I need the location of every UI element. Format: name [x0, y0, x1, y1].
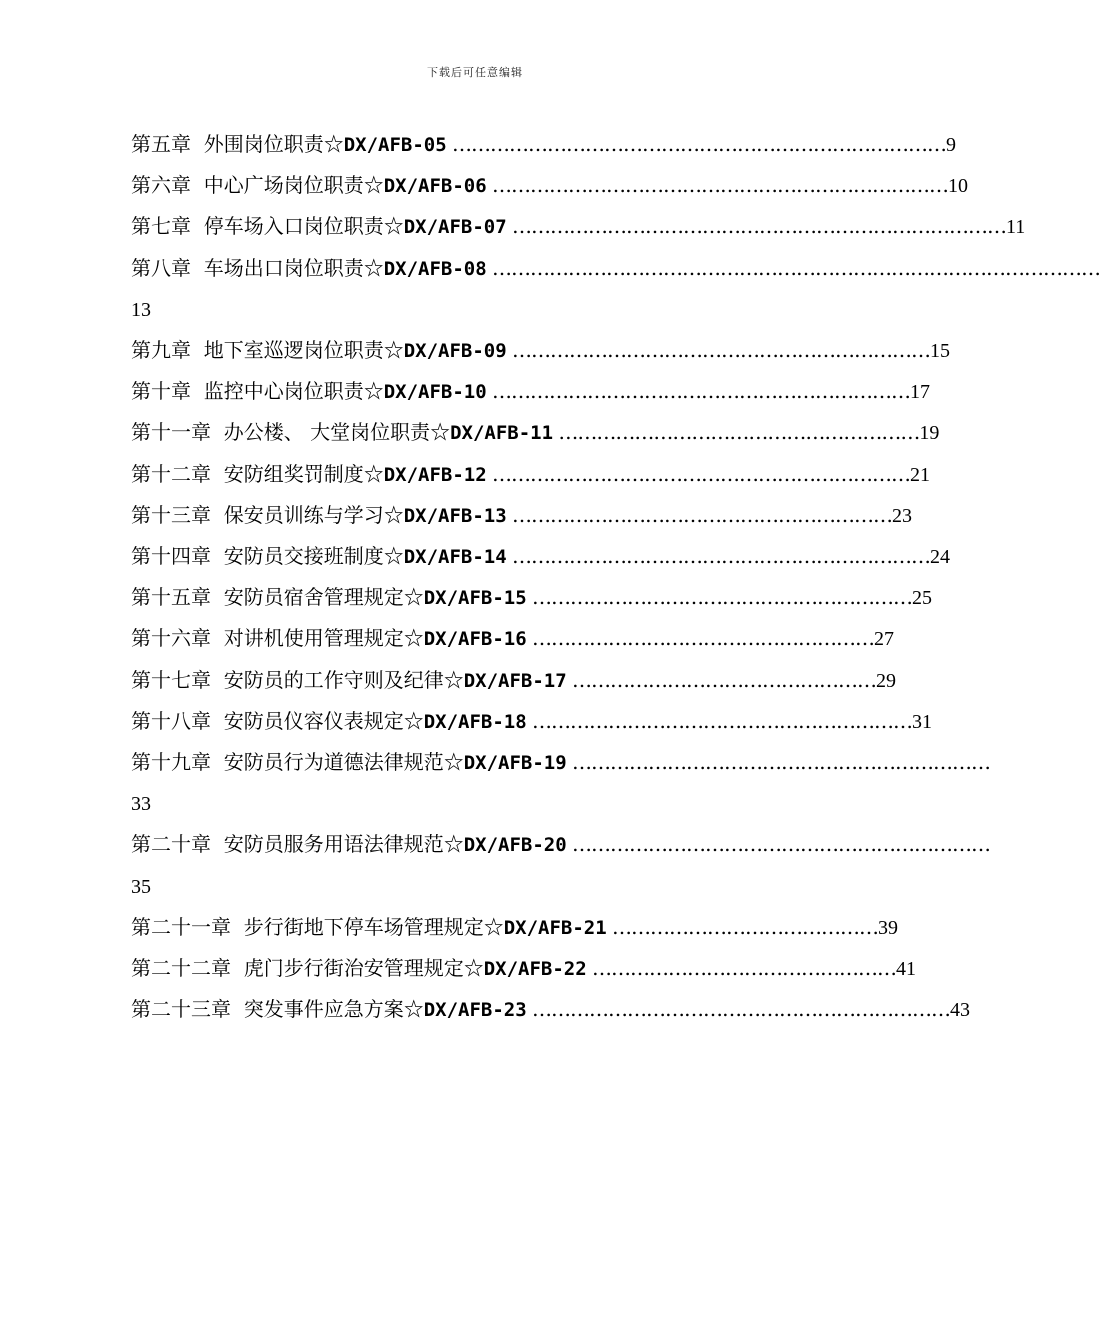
toc-doc-code: DX/AFB-08: [383, 257, 487, 280]
star-marker: ☆: [443, 832, 464, 857]
star-marker: ☆: [363, 379, 384, 404]
toc-doc-code: DX/AFB-09: [403, 340, 507, 363]
toc-entry[interactable]: [131, 412, 940, 453]
toc-page-number: 39: [878, 916, 899, 939]
toc-chapter-title: 步行街地下停车场管理规定: [243, 914, 484, 939]
toc-chapter-number: 第十四章: [131, 544, 211, 569]
toc-entry[interactable]: [131, 701, 933, 742]
toc-entry[interactable]: [131, 454, 931, 495]
toc-chapter-number: 第十三章: [131, 502, 211, 527]
toc-entry[interactable]: [131, 248, 1100, 289]
toc-chapter-number: 第七章: [131, 214, 191, 239]
toc-chapter-title: 车场出口岗位职责: [203, 255, 364, 280]
toc-entry-continuation: [131, 783, 821, 824]
toc-leader-dots: …………………………………………………………: [526, 997, 951, 1022]
toc-page-number: 35: [131, 875, 151, 898]
toc-leader-dots: ……………………………………………………………………: [506, 214, 1007, 239]
toc-chapter-number: 第八章: [131, 255, 191, 280]
toc-chapter-title: 对讲机使用管理规定: [223, 626, 404, 651]
toc-doc-code: DX/AFB-05: [343, 134, 447, 156]
toc-entry[interactable]: [131, 371, 931, 412]
toc-doc-code: DX/AFB-06: [383, 175, 487, 198]
toc-leader-dots: …………………………………………………………: [506, 544, 931, 569]
table-of-contents: [131, 124, 1100, 1030]
toc-entry[interactable]: [131, 536, 951, 577]
toc-page-number: 43: [950, 999, 971, 1022]
toc-page-number: 13: [131, 298, 151, 321]
toc-page-number: 33: [131, 793, 151, 816]
toc-entry[interactable]: [131, 824, 991, 865]
toc-doc-code: DX/AFB-13: [403, 504, 507, 527]
toc-entry[interactable]: [131, 206, 1026, 247]
toc-chapter-title: 安防员仪容仪表规定: [223, 708, 404, 733]
toc-leader-dots: …………………………………………………: [553, 420, 920, 445]
toc-entry[interactable]: [131, 577, 933, 618]
toc-page-number: 9: [946, 134, 957, 156]
toc-doc-code: DX/AFB-22: [483, 958, 587, 981]
star-marker: ☆: [483, 914, 504, 939]
toc-page-number: 24: [930, 546, 951, 569]
toc-leader-dots: ……………………………………: [606, 914, 879, 939]
toc-page-number: 41: [896, 958, 917, 981]
toc-chapter-number: 第十七章: [131, 667, 211, 692]
toc-leader-dots: ……………………………………………………………………………………: [486, 255, 1100, 280]
toc-chapter-title: 停车场入口岗位职责: [203, 214, 384, 239]
star-marker: ☆: [403, 626, 424, 651]
toc-page-number: 23: [892, 504, 913, 527]
toc-entry[interactable]: [131, 989, 971, 1030]
toc-chapter-title: 安防员服务用语法律规范: [223, 832, 444, 857]
toc-doc-code: DX/AFB-11: [450, 422, 554, 445]
toc-leader-dots: …………………………………………………………: [566, 750, 991, 775]
toc-chapter-number: 第十二章: [131, 461, 211, 486]
toc-page-number: 27: [874, 628, 895, 651]
toc-leader-dots: ………………………………………………: [526, 626, 875, 651]
toc-chapter-title: 安防组奖罚制度: [223, 461, 364, 486]
toc-chapter-title: 突发事件应急方案: [243, 997, 404, 1022]
star-marker: ☆: [463, 956, 484, 981]
toc-leader-dots: …………………………………………………………: [566, 832, 991, 857]
toc-chapter-title: 虎门步行街治安管理规定: [243, 956, 464, 981]
toc-doc-code: DX/AFB-21: [503, 916, 607, 939]
toc-chapter-title: 安防员的工作守则及纪律: [223, 667, 444, 692]
toc-page-number: 17: [910, 381, 931, 404]
toc-entry[interactable]: [131, 124, 957, 165]
star-marker: ☆: [383, 544, 404, 569]
toc-chapter-title: 安防员宿舍管理规定: [223, 585, 404, 610]
toc-doc-code: DX/AFB-16: [423, 628, 527, 651]
star-marker: ☆: [403, 585, 424, 610]
toc-doc-code: DX/AFB-19: [463, 752, 567, 775]
toc-page-number: 11: [1006, 216, 1026, 239]
toc-chapter-number: 第五章: [131, 132, 191, 156]
toc-chapter-number: 第十九章: [131, 750, 211, 775]
toc-leader-dots: ……………………………………………………………………: [446, 132, 947, 156]
star-marker: ☆: [383, 338, 404, 363]
star-marker: ☆: [323, 132, 344, 156]
toc-page-number: 31: [912, 710, 933, 733]
toc-leader-dots: ……………………………………………………: [506, 502, 893, 527]
toc-doc-code: DX/AFB-17: [463, 669, 567, 692]
toc-doc-code: DX/AFB-23: [423, 999, 527, 1022]
header-note: 下载后可任意编辑: [427, 66, 523, 79]
toc-leader-dots: …………………………………………………………: [486, 461, 911, 486]
star-marker: ☆: [430, 420, 451, 445]
toc-chapter-title: 外围岗位职责: [203, 132, 324, 156]
toc-chapter-number: 第二十二章: [131, 956, 231, 981]
toc-chapter-title: 保安员训练与学习: [223, 502, 384, 527]
toc-doc-code: DX/AFB-18: [423, 710, 527, 733]
toc-leader-dots: …………………………………………………………: [506, 338, 931, 363]
toc-leader-dots: ……………………………………………………: [526, 708, 913, 733]
toc-page-number: 15: [930, 340, 951, 363]
toc-chapter-title: 安防员交接班制度: [223, 544, 384, 569]
toc-chapter-number: 第十五章: [131, 585, 211, 610]
toc-leader-dots: ………………………………………………………………: [486, 173, 949, 198]
toc-page-number: 21: [910, 463, 931, 486]
toc-chapter-number: 第二十三章: [131, 997, 231, 1022]
toc-entry[interactable]: [131, 907, 899, 948]
toc-leader-dots: …………………………………………: [586, 956, 897, 981]
toc-chapter-number: 第十六章: [131, 626, 211, 651]
toc-chapter-title: 监控中心岗位职责: [203, 379, 364, 404]
toc-leader-dots: …………………………………………………………: [486, 379, 911, 404]
star-marker: ☆: [403, 708, 424, 733]
star-marker: ☆: [443, 750, 464, 775]
toc-doc-code: DX/AFB-14: [403, 546, 507, 569]
star-marker: ☆: [363, 255, 384, 280]
toc-entry[interactable]: [131, 618, 895, 659]
toc-entry-continuation: [131, 866, 821, 907]
toc-chapter-title: 办公楼、 大堂岗位职责: [223, 420, 431, 445]
star-marker: ☆: [383, 502, 404, 527]
toc-page-number: 19: [919, 422, 940, 445]
toc-page-number: 29: [876, 669, 897, 692]
toc-chapter-title: 地下室巡逻岗位职责: [203, 338, 384, 363]
star-marker: ☆: [363, 173, 384, 198]
star-marker: ☆: [363, 461, 384, 486]
star-marker: ☆: [443, 667, 464, 692]
toc-chapter-title: 中心广场岗位职责: [203, 173, 364, 198]
toc-leader-dots: ……………………………………………………: [526, 585, 913, 610]
toc-chapter-number: 第九章: [131, 338, 191, 363]
toc-chapter-title: 安防员行为道德法律规范: [223, 750, 444, 775]
toc-doc-code: DX/AFB-07: [403, 216, 507, 239]
toc-page-number: 25: [912, 587, 933, 610]
toc-doc-code: DX/AFB-15: [423, 587, 527, 610]
toc-chapter-number: 第二十章: [131, 832, 211, 857]
toc-chapter-number: 第二十一章: [131, 914, 231, 939]
toc-entry[interactable]: [131, 165, 969, 206]
toc-chapter-number: 第十八章: [131, 708, 211, 733]
toc-chapter-number: 第十章: [131, 379, 191, 404]
toc-entry[interactable]: [131, 742, 991, 783]
toc-entry[interactable]: [131, 948, 917, 989]
toc-doc-code: DX/AFB-12: [383, 463, 487, 486]
toc-entry-continuation: [131, 289, 821, 330]
toc-entry[interactable]: [131, 495, 913, 536]
toc-doc-code: DX/AFB-20: [463, 834, 567, 857]
toc-chapter-number: 第十一章: [131, 420, 211, 445]
toc-leader-dots: …………………………………………: [566, 667, 877, 692]
toc-page-number: 10: [948, 175, 969, 198]
toc-entry[interactable]: [131, 660, 897, 701]
star-marker: ☆: [383, 214, 404, 239]
toc-doc-code: DX/AFB-10: [383, 381, 487, 404]
toc-chapter-number: 第六章: [131, 173, 191, 198]
star-marker: ☆: [403, 997, 424, 1022]
toc-entry[interactable]: [131, 330, 951, 371]
